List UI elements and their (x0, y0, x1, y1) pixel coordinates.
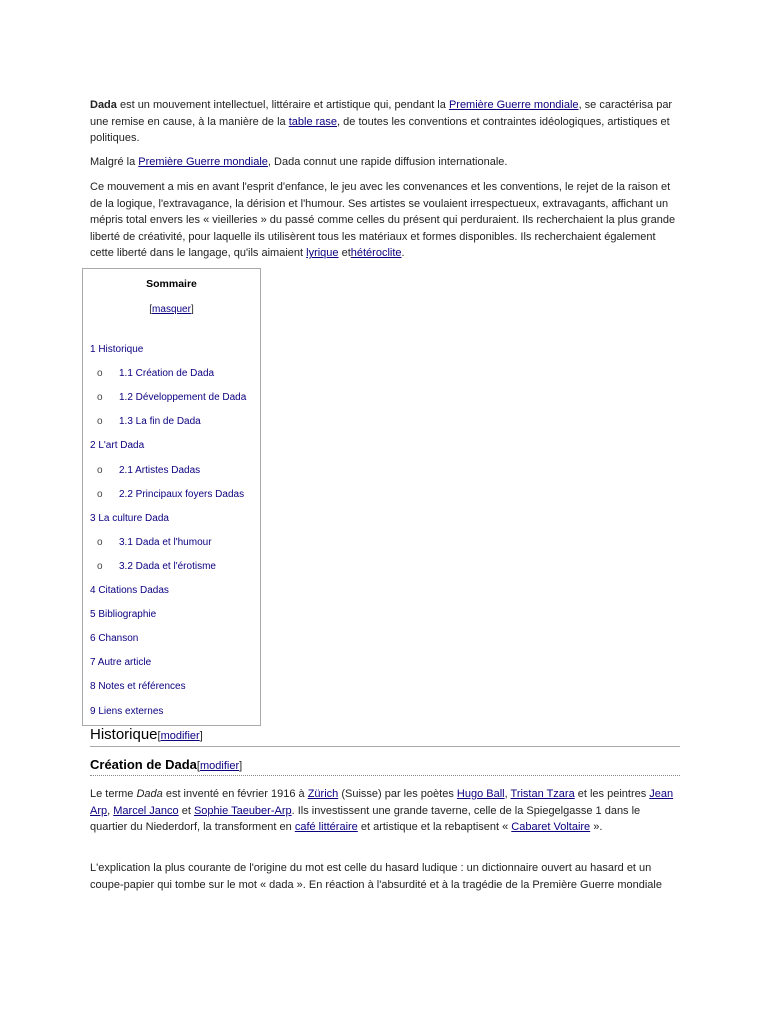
section-title: Historique (90, 726, 158, 743)
link-jean-arp[interactable]: Jean Arp (90, 788, 674, 817)
text-run: Malgré la (90, 156, 139, 168)
toc-item[interactable] (90, 633, 138, 644)
link-lyrique[interactable]: lyrique (306, 247, 339, 259)
text-run: . (401, 247, 405, 259)
link-zurich[interactable]: Zürich (307, 788, 339, 800)
text-run: et les peintres (574, 788, 650, 800)
toc-item-label[interactable]: 7 Autre article (90, 657, 152, 669)
section-heading-historique (90, 726, 680, 747)
link-marcel-janco[interactable]: Marcel Janco (113, 804, 179, 817)
text-run: L'explication la plus courante de l'origine du mot est celle du hasard ludique : un dictionnaire ouvert au hasard et un coupe-papier qui tombe sur le mot « dada ». En réaction à l'absurdité et à la tragédie de la Première Guerre mondiale (90, 862, 662, 891)
toc-item[interactable] (90, 585, 169, 596)
toc-item[interactable] (90, 681, 186, 692)
toc-item[interactable] (97, 537, 212, 548)
toc-item-label[interactable]: 6 Chanson (90, 633, 139, 645)
toc-item[interactable] (90, 657, 151, 668)
text-run: et (178, 804, 194, 817)
toc-bullet: o (97, 560, 103, 572)
link-premiere-guerre-mondiale[interactable]: Première Guerre mondiale (448, 99, 579, 111)
toc-toggle (83, 304, 260, 315)
toc-item-label[interactable]: 9 Liens externes (90, 705, 164, 717)
intro-paragraph-2 (90, 154, 507, 171)
toc-item-label[interactable]: 1.1 Création de Dada (119, 368, 215, 380)
section-edit (158, 730, 203, 742)
text-run: , (107, 804, 114, 817)
toc-item-label[interactable]: 1 Historique (90, 344, 144, 355)
toc-bullet: o (97, 488, 103, 500)
toc-item[interactable] (97, 392, 246, 403)
toc-item-label[interactable]: 3.2 Dada et l'érotisme (119, 560, 216, 572)
toc-item[interactable] (97, 465, 200, 476)
text-run: , (504, 788, 511, 800)
bracket: [ (196, 760, 200, 772)
text-run: Le terme (90, 788, 137, 800)
text-run: . Ils investissent une grande taverne, celle de la Spiegelgasse 1 dans le quartier du Niederdorf, la transforment en (90, 804, 641, 833)
link-tristan-tzara[interactable]: Tristan Tzara (510, 788, 575, 800)
toc-bullet: o (97, 416, 103, 428)
text-run: , se caractérisa par une remise en cause, à la manière de la (90, 99, 673, 128)
toc-bullet: o (97, 392, 103, 404)
bracket: ] (239, 760, 243, 772)
toc-item[interactable] (90, 513, 169, 524)
link-sophie-taeuber-arp[interactable]: Sophie Taeuber-Arp (193, 804, 292, 817)
subsection-edit (197, 760, 242, 772)
toc-item[interactable] (97, 368, 214, 379)
text-run: et artistique et la rebaptisent « (357, 821, 512, 833)
toc-item[interactable] (90, 440, 144, 451)
subsection-heading-creation (90, 757, 680, 776)
toc-item[interactable] (90, 609, 156, 620)
text-run: est inventé en février 1916 à (162, 788, 308, 800)
toc-item-label[interactable]: 4 Citations Dadas (90, 585, 169, 596)
italic-term: Dada (136, 788, 163, 800)
text-run: est un mouvement intellectuel, littéraire et artistique qui, pendant la (116, 99, 449, 111)
toc-item-label[interactable]: 1.3 La fin de Dada (119, 416, 201, 428)
toc-item[interactable] (90, 706, 163, 717)
toc-title: Sommaire (146, 278, 197, 290)
text-run: (Suisse) par les poètes (338, 788, 457, 800)
table-of-contents (82, 268, 261, 726)
body-paragraph-1 (90, 786, 680, 836)
body-paragraph-2 (90, 860, 680, 893)
toc-bullet: o (97, 368, 103, 380)
bracket: [ (149, 304, 153, 315)
text-run: ». (590, 821, 603, 833)
toc-item[interactable] (97, 489, 244, 500)
toc-bullet: o (97, 464, 103, 476)
toc-item-label[interactable]: 8 Notes et références (90, 681, 186, 693)
bracket: [ (157, 730, 161, 742)
edit-link-creation[interactable]: modifier (199, 760, 240, 772)
text-run: Ce mouvement a mis en avant l'esprit d'enfance, le jeu avec les convenances et les conventions, le rejet de la raison et de la logique, l'extravagance, la dérision et l'humour. Ses artistes se voulaient irrespectueux, extravagants, affichant un mépris total envers les « vieilleries » du passé comme celles du présent qui perduraient. Ils recherchaient la plus grande liberté de créativité, pour laquelle ils utilisèrent tous les matériaux et formes disponibles. Ils recherchaient également cette liberté dans le langage, qu'ils aimaient (90, 181, 676, 259)
toc-item-label[interactable]: 3.1 Dada et l'humour (119, 536, 212, 548)
link-hugo-ball[interactable]: Hugo Ball (456, 788, 505, 800)
text-run: , Dada connut une rapide diffusion internationale. (267, 156, 508, 168)
link-cabaret-voltaire[interactable]: Cabaret Voltaire (511, 821, 591, 833)
toc-item[interactable] (90, 344, 143, 355)
toc-item-label[interactable]: 2.2 Principaux foyers Dadas (119, 488, 245, 500)
article-subject-bold: Dada (90, 99, 117, 111)
toc-item-label[interactable]: 2.1 Artistes Dadas (119, 464, 201, 476)
toc-bullet: o (97, 536, 103, 548)
intro-paragraph-1 (90, 97, 680, 147)
text-run: , de toutes les conventions et contraintes idéologiques, artistiques et politiques. (90, 115, 670, 144)
link-heteroclite[interactable]: hétéroclite (350, 247, 402, 259)
subsection-title: Création de Dada (90, 757, 197, 772)
link-premiere-guerre-mondiale-2[interactable]: Première Guerre mondiale (138, 156, 268, 168)
text-run: et (338, 247, 351, 259)
link-table-rase[interactable]: table rase (288, 115, 338, 128)
toc-item-label[interactable]: 2 L'art Dada (90, 440, 145, 452)
bracket: ] (199, 730, 203, 742)
toc-item-label[interactable]: 3 La culture Dada (90, 512, 169, 524)
toc-hide-link[interactable]: masquer (152, 304, 191, 315)
toc-item-label[interactable]: 5 Bibliographie (90, 609, 157, 621)
bracket: ] (190, 304, 194, 315)
toc-item-label[interactable]: 1.2 Développement de Dada (119, 392, 247, 404)
link-cafe-litteraire[interactable]: café littéraire (294, 821, 358, 833)
toc-item[interactable] (97, 416, 201, 427)
edit-link-historique[interactable]: modifier (160, 730, 200, 742)
toc-item[interactable] (97, 561, 216, 572)
intro-paragraph-3 (90, 179, 680, 262)
